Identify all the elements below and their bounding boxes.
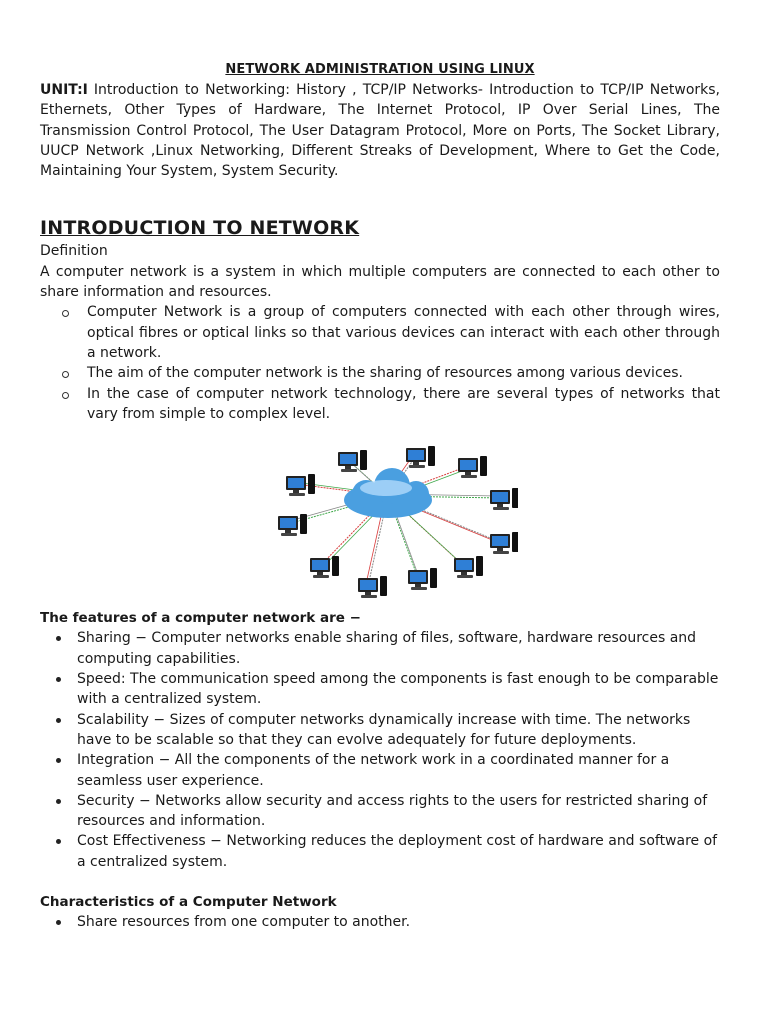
list-item: Share resources from one computer to another. <box>50 912 720 932</box>
network-diagram-image <box>258 438 518 598</box>
list-item: Scalability − Sizes of computer networks dynamically increase with time. The networks have to be scalable so that they can evolve adequately for future deployments. <box>50 710 720 751</box>
features-list <box>40 628 720 872</box>
list-item: In the case of computer network technology, there are several types of networks that vary from simple to complex level. <box>62 384 720 425</box>
list-item: Cost Effectiveness − Networking reduces the deployment cost of hardware and software of a centralized system. <box>50 831 720 872</box>
list-item: Integration − All the components of the network work in a coordinated manner for a seamless user experience. <box>50 750 720 791</box>
list-item: Sharing − Computer networks enable sharing of files, software, hardware resources and computing capabilities. <box>50 628 720 669</box>
list-item: The aim of the computer network is the sharing of resources among various devices. <box>62 363 720 383</box>
unit-label: UNIT:I <box>40 82 88 98</box>
characteristics-heading: Characteristics of a Computer Network <box>40 894 337 911</box>
definition-text: A computer network is a system in which multiple computers are connected to each other to share information and resources. <box>40 263 720 301</box>
definition-points-list <box>40 302 720 424</box>
list-item: Computer Network is a group of computers connected with each other through wires, optical fibres or optical links so that various devices can interact with each other through a network. <box>62 302 720 363</box>
network-cloud-icon <box>258 438 518 598</box>
list-item: Security − Networks allow security and access rights to the users for restricted sharing of resources and information. <box>50 791 720 832</box>
unit-text: Introduction to Networking: History , TCP/IP Networks- Introduction to TCP/IP Networks, Ethernets, Other Types of Hardware, The Internet Protocol, IP Over Serial Lines, The Transmission Control Protocol, The User Datagram Protocol, More on Ports, The Socket Library, UUCP Network ,Linux Networking, Different Streaks of Development, Where to Get the Code, Maintaining Your System, System Security. <box>40 82 720 180</box>
definition-label: Definition <box>40 243 108 260</box>
list-item: Speed: The communication speed among the components is fast enough to be comparable with a centralized system. <box>50 669 720 710</box>
features-heading: The features of a computer network are − <box>40 610 361 627</box>
characteristics-list <box>40 912 720 932</box>
unit-syllabus <box>40 80 720 181</box>
document-page <box>40 60 720 933</box>
section-heading-introduction: INTRODUCTION TO NETWORK <box>40 217 360 240</box>
document-title: NETWORK ADMINISTRATION USING LINUX <box>225 62 535 77</box>
